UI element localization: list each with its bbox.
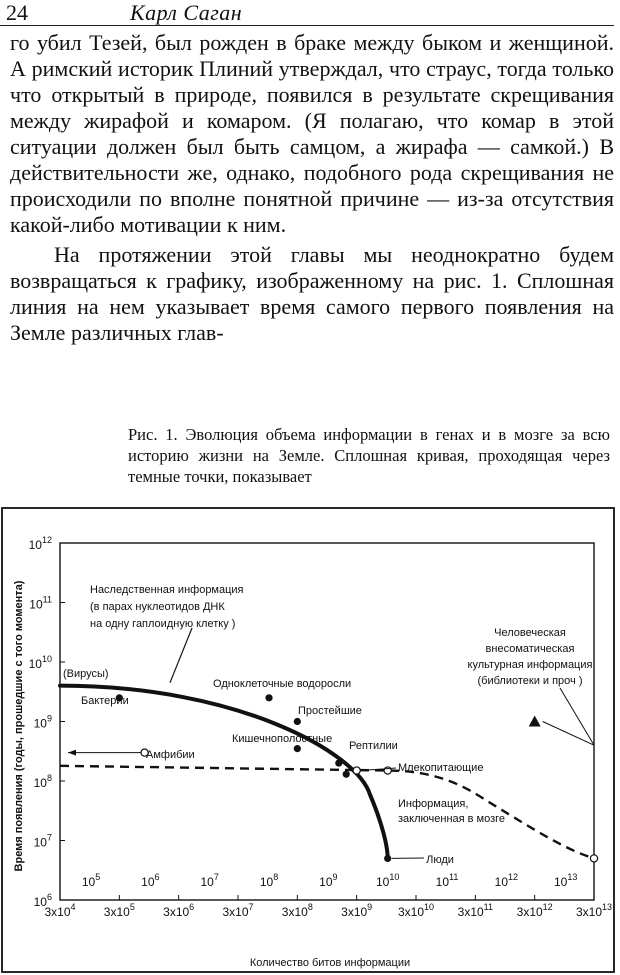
y-tick-label: $10^8$ xyxy=(33,773,52,790)
extrasomatic-annotation: Человеческая xyxy=(494,627,566,639)
extrasomatic-pointer-1 xyxy=(560,688,594,745)
extrasomatic-annotation: (библиотеки и проч ) xyxy=(477,675,583,687)
extrasomatic-annotation: внесоматическая xyxy=(485,643,575,655)
brain-curve xyxy=(60,766,594,859)
page-number: 24 xyxy=(6,0,28,25)
x-inner-tick-label: $10^6$ xyxy=(141,872,160,889)
x-axis-title: Количество битов информации xyxy=(249,957,411,969)
extrasomatic-pointer-2 xyxy=(543,722,594,746)
x-inner-tick-label: $10^5$ xyxy=(81,872,101,889)
brain-point xyxy=(590,855,597,862)
x-inner-tick-label: $10^{13}$ xyxy=(554,872,578,889)
x-tick-label: $3x10^7$ xyxy=(222,902,254,919)
x-inner-tick-label: $10^{10}$ xyxy=(376,872,400,889)
label-reptiles: Рептилии xyxy=(349,740,398,752)
paragraph-1: го убил Тезей, был рожден в браке между быком и женщиной. А римский историк Плиний утверждал, что страус, тогда только что открытый в природе, появился в результате скрещивания между жирафой и комаром. (Я полагаю, что комар в этой ситуации должен был быть самцом, а жирафа — самкой.) В действительности же, однако, подобного рода скрещивания не происходили по вполне понятной причине — из-за отсутствия какой-либо мотивации к ним. xyxy=(10,30,614,237)
amphibians-arrowhead xyxy=(68,750,76,756)
running-title: Карл Саган xyxy=(130,0,243,25)
y-tick-label: $10^{12}$ xyxy=(28,535,52,552)
x-inner-tick-label: $10^8$ xyxy=(259,872,279,889)
hereditary-pointer xyxy=(170,628,192,683)
header-rule xyxy=(0,25,614,26)
paragraph-2: На протяжении этой главы мы неоднократно будем возвращаться к графику, изображенному на рис. 1. Сплошная линия на нем указывает время самого первого появления на Земле различных глав- xyxy=(10,242,614,345)
label-humans: Люди xyxy=(426,854,454,866)
y-tick-label: $10^7$ xyxy=(33,832,52,850)
brain-annotation: заключенная в мозге xyxy=(398,813,506,825)
hereditary-point xyxy=(343,771,350,778)
x-tick-label: $3x10^6$ xyxy=(163,902,195,919)
plot-area xyxy=(60,543,594,900)
x-tick-label: $3x10^8$ xyxy=(281,902,313,919)
brain-point xyxy=(353,767,360,774)
label-amphibians: Амфибии xyxy=(146,749,195,761)
label-viruses: (Вирусы) xyxy=(63,668,109,680)
x-tick-label: $3x10^{12}$ xyxy=(516,902,553,919)
extrasomatic-triangle xyxy=(529,716,541,727)
hereditary-annotation: (в парах нуклеотидов ДНК xyxy=(90,601,225,613)
x-tick-label: $3x10^4$ xyxy=(44,902,76,919)
points xyxy=(116,694,598,862)
body-text xyxy=(10,30,614,346)
hereditary-point xyxy=(294,745,301,752)
hereditary-point xyxy=(335,759,342,766)
hereditary-annotation: Наследственная информация xyxy=(90,584,244,596)
evolution-chart xyxy=(0,496,620,975)
x-inner-tick-label: $10^{12}$ xyxy=(494,872,519,889)
y-tick-label: $10^6$ xyxy=(33,892,52,909)
x-tick-label: $3x10^{13}$ xyxy=(575,902,613,919)
y-tick-label: $10^9$ xyxy=(33,713,52,731)
figure-1 xyxy=(0,496,620,975)
x-tick-label: $3x10^5$ xyxy=(103,902,135,919)
y-tick-label: $10^{10}$ xyxy=(28,654,52,671)
y-tick-label: $10^{11}$ xyxy=(29,594,52,612)
y-axis-title: Время появления (годы, прошедшие с того момента) xyxy=(13,580,25,872)
x-tick-label: $3x10^{11}$ xyxy=(457,902,494,919)
hereditary-point xyxy=(294,718,301,725)
x-inner-tick-label: $10^{11}$ xyxy=(435,872,459,889)
extrasomatic-annotation: культурная информация xyxy=(467,659,593,671)
label-protozoa: Простейшие xyxy=(298,705,362,717)
label-coelenterates: Кишечнополостные xyxy=(232,733,333,745)
label-bacteria: Бактерии xyxy=(81,695,129,707)
label-mammals: Млекопитающие xyxy=(398,762,484,774)
page-header xyxy=(0,0,620,26)
x-tick-label: $3x10^9$ xyxy=(341,902,373,919)
humans-genetic-point xyxy=(384,855,391,862)
x-tick-label: $3x10^{10}$ xyxy=(397,902,435,919)
label-algae: Одноклеточные водоросли xyxy=(213,678,352,690)
brain-annotation: Информация, xyxy=(398,798,469,810)
labels xyxy=(63,584,594,866)
x-inner-tick-label: $10^9$ xyxy=(319,872,338,889)
hereditary-annotation: на одну гаплоидную клетку ) xyxy=(90,618,236,630)
hereditary-point xyxy=(265,694,272,701)
x-inner-tick-label: $10^7$ xyxy=(200,872,219,889)
figure-caption: Рис. 1. Эволюция объема информации в генах и в мозге за всю историю жизни на Земле. Сплошная кривая, проходящая через темные точки, показывает xyxy=(128,425,610,486)
